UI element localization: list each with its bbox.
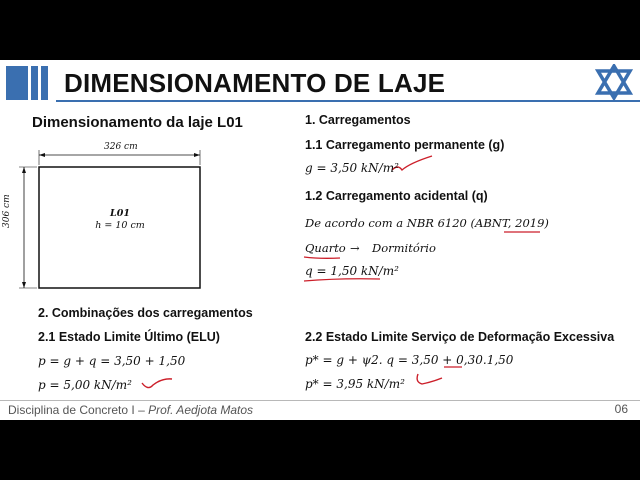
els-title: 2.2 Estado Limite Serviço de Deformação Excessiva (305, 330, 615, 344)
course-name: Disciplina de Concreto I (8, 403, 135, 417)
header-accent-bars (6, 66, 48, 100)
footer-separator: – (134, 403, 149, 417)
professor-name: Prof. Aedjota Matos (148, 403, 254, 417)
els-equation-2: p* = 3,95 kN/m² (305, 377, 405, 391)
norm-reference: De acordo com a NBR 6120 (ABNT, 2019) (305, 216, 549, 230)
slab-thickness: h = 10 cm (95, 220, 145, 231)
star-of-david-logo-icon (594, 64, 634, 100)
slab-name: L01 (110, 208, 130, 219)
height-dimension-label: 306 cm (2, 194, 12, 228)
underline-q-annotation (304, 279, 380, 281)
arrow-icon: → (350, 241, 360, 255)
g-formula: g = 3,50 kN/m² (305, 161, 399, 175)
checkmark-els-annotation (417, 374, 442, 384)
live-load-title: 1.2 Carregamento acidental (q) (305, 189, 488, 203)
q-formula: q = 1,50 kN/m² (305, 264, 399, 278)
room-from: Quarto (305, 241, 346, 255)
slab-subtitle: Dimensionamento da laje L01 (32, 114, 243, 131)
page-number: 06 (614, 402, 628, 416)
checkmark-elu-annotation (142, 379, 172, 388)
width-dimension-label: 326 cm (104, 142, 138, 152)
underline-quarto-annotation (304, 257, 340, 258)
els-equation-1: p* = g + ψ2. q = 3,50 + 0,30.1,50 (305, 353, 514, 367)
combinations-title: 2. Combinações dos carregamentos (38, 306, 253, 320)
page-title: DIMENSIONAMENTO DE LAJE (64, 68, 446, 98)
elu-equation-1: p = g + q = 3,50 + 1,50 (38, 354, 186, 368)
slide (0, 60, 640, 420)
permanent-load-title: 1.1 Carregamento permanente (g) (305, 138, 505, 152)
footer-course (8, 403, 253, 417)
elu-title: 2.1 Estado Limite Último (ELU) (38, 330, 220, 344)
header-divider (56, 100, 640, 102)
footer-divider (0, 400, 640, 401)
elu-equation-2: p = 5,00 kN/m² (38, 378, 132, 392)
room-to: Dormitório (372, 241, 436, 255)
section-loads-title: 1. Carregamentos (305, 113, 411, 127)
